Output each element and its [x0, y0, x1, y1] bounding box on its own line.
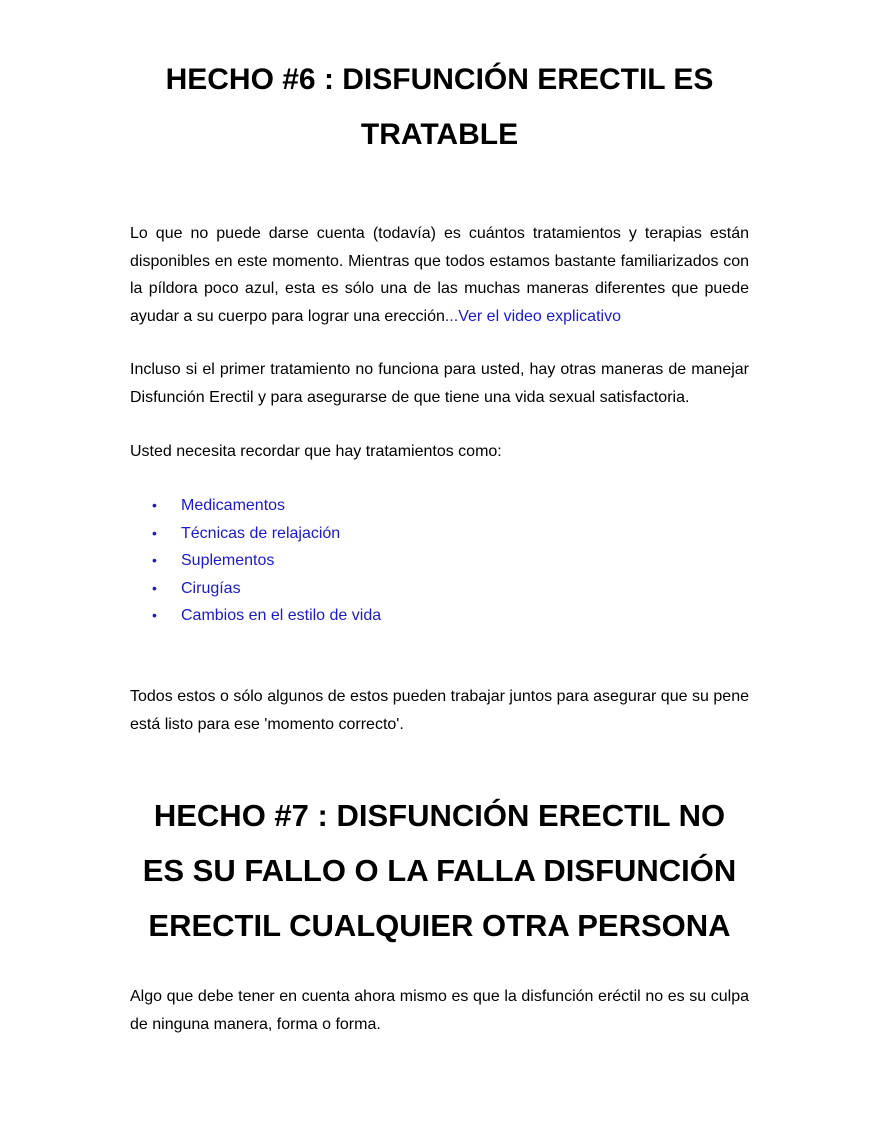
paragraph-remember-treatments: Usted necesita recordar que hay tratamientos como: — [130, 443, 502, 460]
bullet-icon: • — [152, 524, 157, 541]
heading-hecho-7-line-1: HECHO #7 : DISFUNCIÓN ERECTIL NO — [153, 798, 726, 833]
heading-hecho-6-line-2: TRATABLE — [360, 118, 519, 151]
bullet-icon: • — [152, 497, 157, 513]
heading-hecho-7 — [118, 788, 761, 953]
treatment-link-cambios-estilo-vida[interactable]: Cambios en el estilo de vida — [181, 607, 382, 624]
paragraph-treatments-intro — [130, 220, 749, 330]
list-item — [152, 520, 381, 548]
heading-hecho-7-line-3: ERECTIL CUALQUIER OTRA PERSONA — [148, 908, 731, 943]
paragraph-other-ways: Incluso si el primer tratamiento no funciona para usted, hay otras maneras de manejar Disfunción Erectil y para asegurarse de que tiene una vida sexual satisfactoria. — [130, 361, 749, 406]
heading-hecho-7-line-2: ES SU FALLO O LA FALLA DISFUNCIÓN — [142, 853, 737, 888]
paragraph-work-together: Todos estos o sólo algunos de estos pueden trabajar juntos para asegurar que su pene está listo para ese 'momento correcto'. — [130, 688, 749, 733]
bullet-icon: • — [152, 579, 157, 596]
treatment-link-suplementos[interactable]: Suplementos — [181, 552, 275, 569]
treatment-link-tecnicas-relajacion[interactable]: Técnicas de relajación — [181, 524, 341, 542]
bullet-icon: • — [152, 552, 157, 568]
list-item — [152, 602, 381, 630]
heading-hecho-6-line-1: HECHO #6 : DISFUNCIÓN ERECTIL ES — [165, 63, 714, 96]
paragraph-treatments-intro-text: Lo que no puede darse cuenta (todavía) es cuántos tratamientos y terapias están disponibles en este momento. Mientras que todos estamos bastante familiarizados con la píldora poco azul, esta es sólo una de las muchas maneras diferentes que puede ayudar a su cuerpo para lograr una erección — [130, 225, 749, 325]
paragraph-not-your-fault: Algo que debe tener en cuenta ahora mismo es que la disfunción eréctil no es su culpa de ninguna manera, forma o forma. — [130, 988, 749, 1033]
bullet-icon: • — [152, 607, 157, 623]
list-item — [152, 575, 381, 603]
video-explainer-link[interactable]: Ver el video explicativo — [458, 307, 621, 325]
list-item — [152, 547, 381, 575]
treatments-list — [152, 492, 381, 630]
heading-hecho-6 — [130, 52, 749, 162]
list-item — [152, 492, 381, 520]
video-link-ellipsis: ... — [444, 307, 459, 325]
treatment-link-cirugias[interactable]: Cirugías — [181, 579, 241, 597]
treatment-link-medicamentos[interactable]: Medicamentos — [181, 497, 286, 514]
